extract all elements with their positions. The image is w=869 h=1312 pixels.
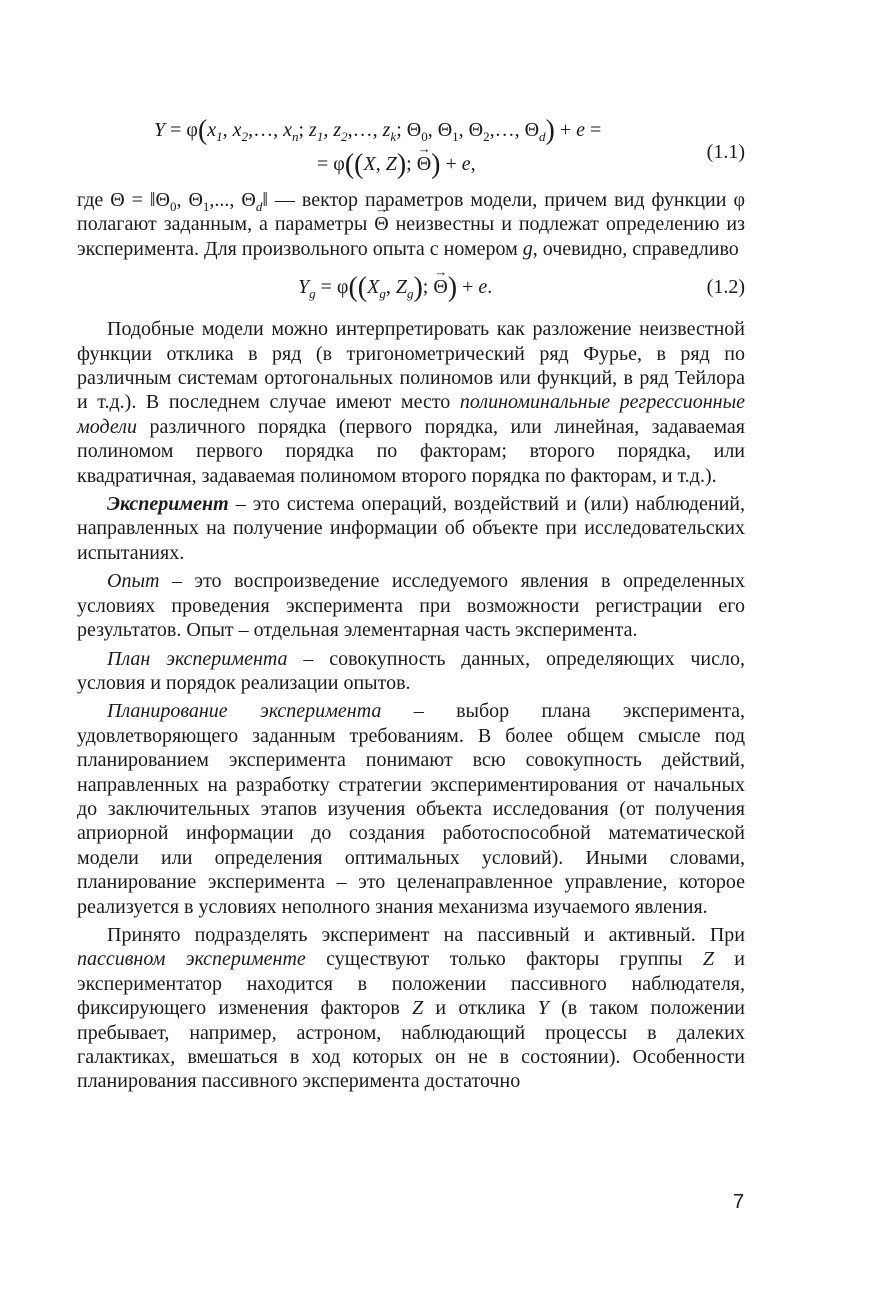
paragraph-passive-experiment: Принято подразделять эксперимент на пассивный и активный. При пассивном эксперименте существуют только факторы группы Z и экспериментатор находится в положении пассивного наблюдателя, фиксирующего изменения факторов Z и отклика Y (в таком положении пребывает, например, астроном, наблюдающий процессы в далеких галактиках, вмешаться в ход которых он не в состоянии). Особенности планирования пассивного эксперимента достаточно	[77, 923, 746, 1093]
equation-number: (1.1)	[706, 141, 745, 163]
equation-1-1-line-2: = φ((X, Z); → Θ) + e,	[317, 152, 476, 176]
equation-1-2-line: $Y_g = \varphi((X_g$, $Z_g$); → Θ) + e.	[298, 275, 492, 299]
page-body	[77, 112, 745, 1094]
equation-1-2	[77, 265, 745, 313]
term-trial: Опыт	[107, 570, 160, 593]
term-experiment-plan: План эксперимента	[107, 647, 288, 670]
equation-number: (1.2)	[706, 276, 745, 299]
term-experiment-planning: Планирование эксперимента	[107, 700, 382, 723]
definition-trial: Опыт – это воспроизведение исследуемого явления в определенных условиях проведения эксперимента при возможности регистрации его результатов. Опыт – отдельная элементарная часть эксперимента.	[77, 570, 745, 642]
definition-experiment-planning: Планирование эксперимента – выбор плана эксперимента, удовлетворяющего заданным требованиям. В более общем смысле под планированием эксперимента понимают всю совокупность действий, направленных на разработку стратегии экспериментирования от начальных до заключительных этапов изучения объекта исследования (от получения априорной информации до создания работоспособной математической модели или определения оптимальных условий). Иными словами, планирование эксперимента – это целенаправленное управление, которое реализуется в условиях неполного знания механизма изучаемого явления.	[77, 700, 745, 918]
term-experiment: Эксперимент	[107, 493, 229, 516]
page-number: 7	[733, 1191, 745, 1213]
paragraph-regression-models: Подобные модели можно интерпретировать как разложение неизвестной функции отклика в ряд (в тригонометрический ряд Фурье, в ряд по различным системам ортогональных полиномов или функций, в ряд Тейлора и т.д.). В последнем случае имеют место полиноминальные регрессионные модели различного порядка (первого порядка, или линейная, задаваемая полиномом первого порядка по факторам; второго порядка, или квадратичная, задаваемая полиномом второго порядка по факторам, и т.д.).	[77, 318, 745, 487]
definition-experiment: Эксперимент – это система операций, воздействий и (или) наблюдений, направленных на получение информации об объекте при исследовательских испытаниях.	[77, 493, 745, 564]
equation-1-1-line-1: $Y = \varphi(x_1$, $x_2,\dots$, $x_n$; $z_1$, $z_2,\dots$, $z_k$; $\Theta_0$, $\Theta_1$, $\Theta_2,\dots$, $\Theta_d) + e$ =	[154, 115, 602, 146]
definition-experiment-plan: План эксперимента – совокупность данных, определяющих число, условия и порядок реализации опытов.	[77, 647, 745, 694]
paragraph-parameters: где $\Theta = ‖\Theta_0$, $\Theta_1$,..., $\Theta_d‖$ — вектор параметров модели, причем вид функции φ полагают заданным, а параметры → Θ неизвестны и подлежат определению из эксперимента. Для произвольного опыта с номером g, очевидно, справедливо	[77, 188, 745, 261]
equation-1-1	[77, 112, 745, 188]
